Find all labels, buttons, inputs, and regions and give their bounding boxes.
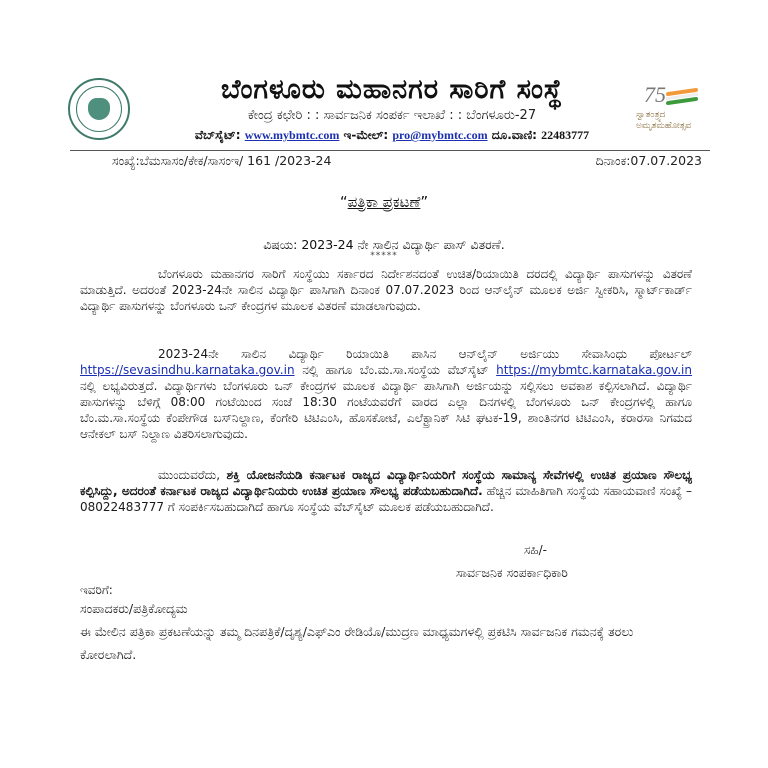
signature-mark: ಸಹಿ/-	[524, 543, 547, 557]
subject-line: ವಿಷಯ: 2023-24 ನೇ ಸಾಲಿನ ವಿದ್ಯಾರ್ಥಿ ಪಾಸ್ ವಿತರಣೆ.	[263, 237, 505, 252]
paragraph-3	[80, 467, 692, 515]
azadi-amrit-mahotsav-logo	[632, 82, 712, 138]
seal-emblem	[88, 98, 110, 120]
website-link[interactable]: www.mybmtc.com	[244, 128, 340, 142]
document-title	[0, 193, 768, 211]
recipient: ಸಂಪಾದಕರು/ಪತ್ರಿಕೋದ್ಯಮ	[80, 601, 188, 616]
subject-separator: *****	[370, 251, 398, 261]
title-text: ಪತ್ರಿಕಾ ಪ್ರಕಟಣೆ	[347, 193, 421, 211]
reference-number: ಸಂಖ್ಯೆ:ಬೆಮಸಾಸಂ/ಕೇಕ/ಸಾಸಂಇ/ 161 /2023-24	[112, 153, 332, 168]
organization-name: ಬೆಂಗಳೂರು ಮಹಾನಗರ ಸಾರಿಗೆ ಸಂಸ್ಥೆ	[220, 74, 564, 105]
signatory-designation: ಸಾರ್ವಜನಿಕ ಸಂಪರ್ಕಾಧಿಕಾರಿ	[456, 565, 568, 580]
paragraph-1-text: ಬೆಂಗಳೂರು ಮಹಾನಗರ ಸಾರಿಗೆ ಸಂಸ್ಥೆಯು ಸರ್ಕಾರದ ನಿರ್ದೇಶನದಂತೆ ಉಚಿತ/ರಿಯಾಯಿತಿ ದರದಲ್ಲಿ ವಿದ್ಯಾರ್ಥಿ ಪಾಸುಗಳನ್ನು ವಿತರಣೆ ಮಾಡುತ್ತಿದೆ. ಅದರಂತೆ 2023-24ನೇ ಸಾಲಿನ ವಿದ್ಯಾರ್ಥಿ ಪಾಸಿಗಾಗಿ ದಿನಾಂಕ 07.07.2023 ರಿಂದ ಆನ್‌ಲೈನ್ ಮೂಲಕ ಅರ್ಜಿ ಸ್ವೀಕರಿಸಿ, ಸ್ಮಾರ್ಟ್‌ಕಾರ್ಡ್ ವಿದ್ಯಾರ್ಥಿ ಪಾಸುಗಳನ್ನು ಬೆಂಗಳೂರು ಒನ್ ಕೇಂದ್ರಗಳ ಮೂಲಕ ವಿತರಣೆ ಮಾಡಲಾಗುವುದು.	[80, 267, 692, 313]
letterhead	[60, 68, 720, 148]
reference-date: ದಿನಾಂಕ:07.07.2023	[595, 153, 702, 168]
email-label: ಇ-ಮೇಲ್:	[343, 128, 389, 142]
website-label: ವೆಬ್‌ಸೈಟ್:	[194, 128, 241, 142]
title-close-quote: ”	[420, 193, 429, 211]
paragraph-2-rest: ನಲ್ಲಿ ಲಭ್ಯವಿರುತ್ತದೆ. ವಿದ್ಯಾರ್ಥಿಗಳು ಬೆಂಗಳೂರು ಒನ್ ಕೇಂದ್ರಗಳ ಮೂಲಕ ವಿದ್ಯಾರ್ಥಿ ಪಾಸಿಗಾಗಿ ಅರ್ಜಿಯನ್ನು ಸಲ್ಲಿಸಲು ಅವಕಾಶ ಕಲ್ಪಿಸಲಾಗಿದೆ. ವಿದ್ಯಾರ್ಥಿ ಪಾಸುಗಳನ್ನು ಬೆಳಿಗ್ಗೆ 08:00 ಗಂಟೆಯಿಂದ ಸಂಜೆ 18:30 ಗಂಟೆಯವರೆಗೆ ವಾರದ ಎಲ್ಲಾ ದಿನಗಳಲ್ಲಿ ಬೆಂಗಳೂರು ಒನ್ ಕೇಂದ್ರಗಳಲ್ಲಿ ಹಾಗೂ ಬೆಂ.ಮ.ಸಾ.ಸಂಸ್ಥೆಯ ಕೆಂಪೇಗೌಡ ಬಸ್‌ನಿಲ್ದಾಣ, ಕೆಂಗೇರಿ ಟಿಟಿಎಂಸಿ, ಹೊಸಕೋಟೆ, ಎಲೆಕ್ಟ್ರಾನಿಕ್ ಸಿಟಿ ಘಟಕ-19, ಶಾಂತಿನಗರ ಟಿಟಿಎಂಸಿ, ಕರಾರಸಾ ನಿಗಮದ ಆನೇಕಲ್ ಬಸ್ ನಿಲ್ದಾಣ ವಿತರಿಸಲಾಗುವುದು.	[80, 379, 692, 441]
reference-line	[112, 153, 702, 171]
bmtc-seal-icon	[68, 78, 130, 140]
office-address-line: ಕೇಂದ್ರ ಕಛೇರಿ : : ಸಾರ್ವಜನಿಕ ಸಂಪರ್ಕ ಇಲಾಖೆ : : ಬೆಂಗಳೂರು-27	[247, 108, 537, 123]
paragraph-2-mid: ನಲ್ಲಿ ಹಾಗೂ ಬೆಂ.ಮ.ಸಾ.ಸಂಸ್ಥೆಯ ವೆಬ್‌ಸೈಟ್	[294, 363, 497, 377]
phone-label: ದೂ.ವಾಣಿ:	[491, 128, 537, 142]
title-open-quote: “	[339, 193, 348, 211]
paragraph-3-rest: ಹೆಚ್ಚಿನ ಮಾಹಿತಿಗಾಗಿ ಸಂಸ್ಥೆಯ ಸಹಾಯವಾಣಿ ಸಂಖ್ಯೆ – 08022483777 ಗೆ ಸಂಪರ್ಕಿಸಬಹುದಾಗಿದೆ ಹಾಗೂ ಸಂಸ್ಥೆಯ ವೆಬ್‌ಸೈಟ್ ಮೂಲಕ ಪಡೆಯಬಹುದಾಗಿದೆ.	[80, 484, 693, 514]
paragraph-3-intro: ಮುಂದುವರೆದು,	[158, 468, 227, 482]
phone-number: 22483777	[541, 128, 590, 142]
amrit-tagline: ಸ್ವಾತಂತ್ರ್ಯದ ಅಮೃತಮಹೋತ್ಸವ	[636, 110, 692, 131]
paragraph-2	[80, 346, 692, 442]
seal-inner-ring	[76, 86, 122, 132]
sevasindhu-link[interactable]: https://sevasindhu.karnataka.gov.in	[80, 363, 295, 377]
contact-line	[172, 128, 612, 143]
seventy-five-mark: 75	[644, 82, 666, 107]
shakti-scheme-highlight: ಶಕ್ತಿ ಯೋಜನೆಯಡಿ ಕರ್ನಾಟಕ ರಾಜ್ಯದ ವಿದ್ಯಾರ್ಥಿನಿಯರಿಗೆ ಸಂಸ್ಥೆಯ ಸಾಮಾನ್ಯ ಸೇವೆಗಳಲ್ಲಿ ಉಚಿತ ಪ್ರಯಾಣ ಸೌಲಭ್ಯ ಕಲ್ಪಿಸಿದ್ದು, ಅದರಂತೆ ಕರ್ನಾಟಕ ರಾಜ್ಯದ ವಿದ್ಯಾರ್ಥಿನಿಯರು ಉಚಿತ ಪ್ರಯಾಣ ಸೌಲಭ್ಯ ಪಡೆಯಬಹುದಾಗಿದೆ.	[80, 468, 693, 498]
paragraph-1	[80, 266, 692, 314]
email-link[interactable]: pro@mybmtc.com	[392, 128, 488, 142]
recipients-label: ಇವರಿಗೆ:	[80, 583, 113, 597]
paragraph-2-intro: 2023-24ನೇ ಸಾಲಿನ ವಿದ್ಯಾರ್ಥಿ ರಿಯಾಯಿತಿ ಪಾಸಿನ ಆನ್‌ಲೈನ್ ಅರ್ಜಿಯು ಸೇವಾಸಿಂಧು ಪೋರ್ಟಲ್	[158, 347, 692, 361]
header-divider	[70, 150, 710, 151]
mybmtc-link[interactable]: https://mybmtc.karnataka.gov.in	[496, 363, 692, 377]
publication-request: ಈ ಮೇಲಿನ ಪತ್ರಿಕಾ ಪ್ರಕಟಣೆಯನ್ನು ತಮ್ಮ ದಿನಪತ್ರಿಕೆ/ದೃಶ್ಯ/ಎಫ್‌ಎಂ ರೇಡಿಯೊ/ಮುದ್ರಣ ಮಾಧ್ಯಮಗಳಲ್ಲಿ ಪ್ರಕಟಿಸಿ ಸಾರ್ವಜನಿಕ ಗಮನಕ್ಕೆ ತರಲು ಕೋರಲಾಗಿದೆ.	[80, 624, 634, 662]
